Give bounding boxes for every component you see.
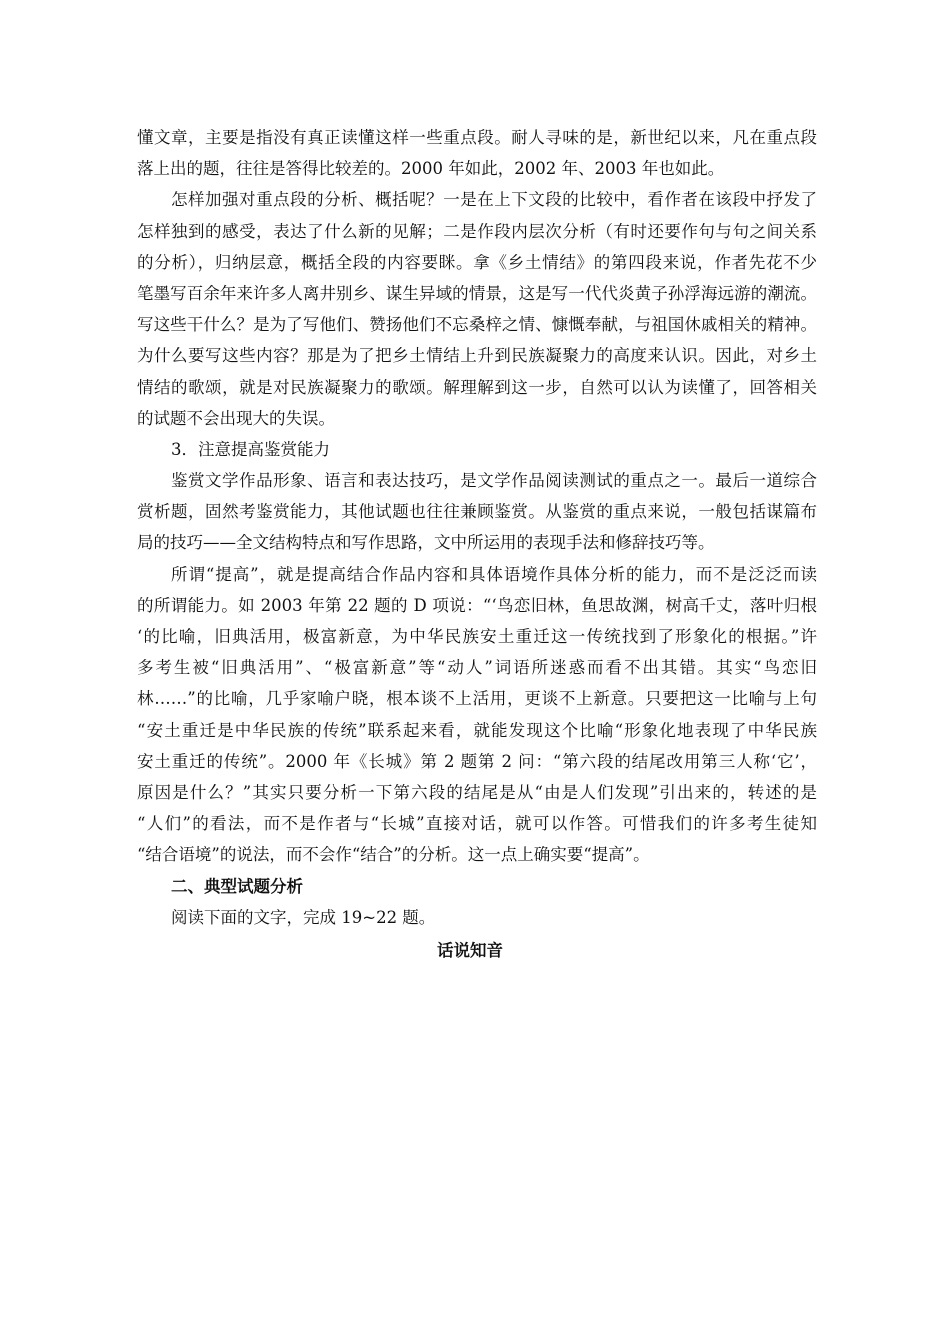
- text-line: 懂文章，主要是指没有真正读懂这样一些重点段。耐人寻味的是，新世纪以来，凡在重点段: [137, 128, 817, 147]
- text-line: 写这些干什么？是为了写他们、赞扬他们不忘桑梓之情、慷慨奉献，与祖国休戚相关的精神。: [137, 315, 817, 335]
- text-line: 二、典型试题分析: [171, 876, 303, 896]
- text-line: 局的技巧——全文结构特点和写作思路，文中所运用的表现手法和修辞技巧等。: [137, 533, 715, 553]
- text-line: 的所谓能力。如 2003 年第 22 题的 D 项说：“‘鸟恋旧林，鱼思故渊，树高千丈，落叶归根: [137, 595, 817, 615]
- text-line: 怎样加强对重点段的分析、概括呢？一是在上下文段的比较中，看作者在该段中抒发了: [171, 190, 817, 210]
- text-line: 多考生被“旧典活用”、“极富新意”等“动人”词语所迷惑而看不出其错。其实“鸟恋旧: [137, 658, 817, 678]
- text-line: 鉴赏文学作品形象、语言和表达技巧，是文学作品阅读测试的重点之一。最后一道综合: [171, 471, 817, 491]
- paragraph: [137, 465, 817, 559]
- text-line: 安土重迁的传统”。2000 年《长城》第 2 题第 2 问：“第六段的结尾改用第三人称‘它’，: [137, 751, 817, 771]
- text-line: “安土重迁是中华民族的传统”联系起来看，就能发现这个比喻“形象化地表现了中华民族: [137, 720, 817, 740]
- text-line: 所谓“提高”，就是提高结合作品内容和具体语境作具体分析的能力，而不是泛泛而读: [171, 564, 817, 584]
- text-line: 笔墨写百余年来许多人离井别乡、谋生异域的情景，这是写一代代炎黄子孙浮海远游的潮流。: [137, 283, 817, 303]
- text-line: 的分析），归纳层意，概括全段的内容要眯。拿《乡土情结》的第四段来说，作者先花不少: [137, 252, 817, 272]
- paragraph: [137, 559, 817, 871]
- text-line: 阅读下面的文字，完成 19~22 题。: [171, 907, 436, 927]
- text-line: 原因是什么？”其实只要分析一下第六段的结尾是从“由是人们发现”引出来的，转述的是: [137, 782, 817, 802]
- section-heading: [137, 871, 817, 902]
- text-line: 落上出的题，往往是答得比较差的。2000 年如此，2002 年、2003 年也如此。: [137, 159, 725, 179]
- document-body: [137, 122, 817, 966]
- article-title: 话说知音: [437, 940, 503, 960]
- instruction: [137, 902, 817, 933]
- text-line: 赏析题，固然考鉴赏能力，其他试题也往往兼顾鉴赏。从鉴赏的重点来说，一般包括谋篇布: [137, 502, 817, 522]
- text-line: 的试题不会出现大的失误。: [137, 408, 335, 428]
- paragraph: [137, 184, 817, 434]
- section-subheading: [137, 434, 817, 465]
- text-line: “人们”的看法，而不是作者与“长城”直接对话，就可以作答。可惜我们的许多考生徒知: [137, 814, 817, 834]
- text-line: 怎样独到的感受，表达了什么新的见解；二是作段内层次分析（有时还要作句与句之间关系: [137, 221, 817, 241]
- text-line: 情结的歌颂，就是对民族凝聚力的歌颂。解理解到这一步，自然可以认为读懂了，回答相关: [137, 377, 817, 397]
- text-line: ‘的比喻，旧典活用，极富新意，为中华民族安土重迁这一传统找到了形象化的根据。”许: [137, 627, 817, 646]
- text-line: 为什么要写这些内容？那是为了把乡土情结上升到民族凝聚力的高度来认识。因此，对乡土: [137, 346, 817, 366]
- paragraph: [137, 122, 817, 184]
- text-line: 3．注意提高鉴赏能力: [171, 439, 330, 459]
- text-line: “结合语境”的说法，而不会作“结合”的分析。这一点上确实要“提高”。: [137, 845, 650, 865]
- text-line: 林……”的比喻，几乎家喻户晓，根本谈不上活用，更谈不上新意。只要把这一比喻与上句: [137, 689, 817, 709]
